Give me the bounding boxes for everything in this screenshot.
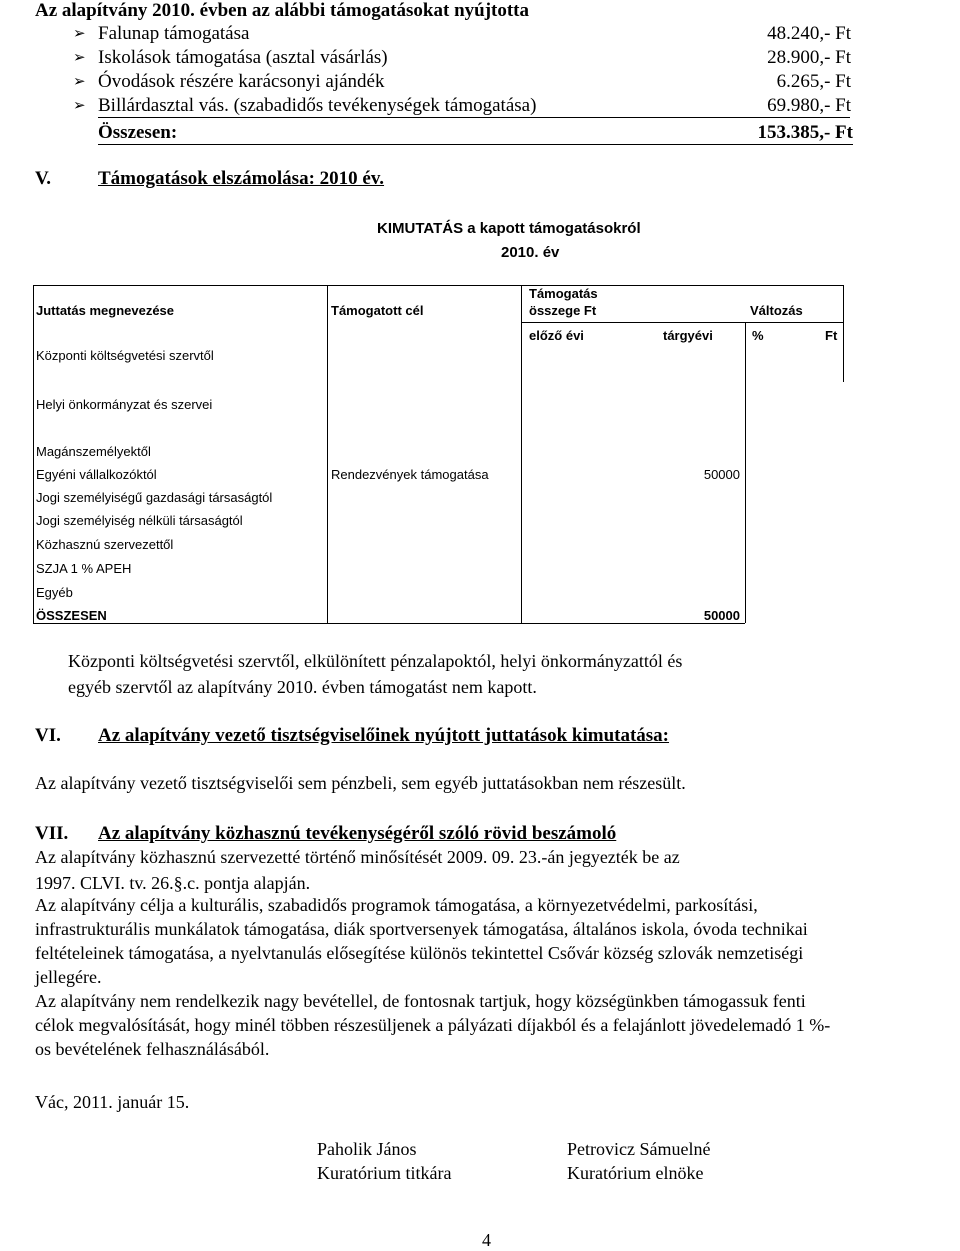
section-6-number: VI.	[35, 725, 61, 746]
table-row-goal: Rendezvények támogatása	[331, 467, 489, 482]
table-row-name: Magánszemélyektől	[36, 444, 151, 459]
section-7-line: jellegére.	[35, 967, 102, 987]
support-item-label: Iskolások támogatása (asztal vásárlás)	[98, 47, 388, 68]
section-7-line: infrastrukturális munkálatok támogatása, diák sportversenyek támogatása, általános iskola, óvoda technikai	[35, 919, 808, 939]
section-7-title: Az alapítvány közhasznú tevékenységéről szóló rövid beszámoló	[98, 823, 617, 844]
support-item-amount: 69.980,- Ft	[767, 95, 851, 116]
support-total-amount: 153.385,- Ft	[757, 122, 853, 143]
section-7-line: Az alapítvány nem rendelkezik nagy bevétellel, de fontosnak tartjuk, hogy községünkben támogassuk fenti	[35, 991, 806, 1011]
header-pct: %	[752, 328, 764, 343]
support-total-underline	[98, 144, 853, 145]
table-row-name: Közhasznú szervezettől	[36, 537, 174, 552]
header-amount-line1: Támogatás	[529, 286, 598, 301]
report-year: 2010. év	[501, 244, 560, 261]
support-underline	[98, 117, 850, 118]
signer-left-role: Kuratórium titkára	[317, 1163, 452, 1183]
header-amount-line2: összege Ft	[529, 303, 597, 318]
support-item-amount: 48.240,- Ft	[767, 23, 851, 44]
header-current: tárgyévi	[663, 328, 713, 343]
bullet-arrow-icon: ➢	[73, 96, 86, 114]
header-ft: Ft	[825, 328, 838, 343]
support-item-label: Billárdasztal vás. (szabadidős tevékenységek támogatása)	[98, 95, 537, 116]
report-title: KIMUTATÁS a kapott támogatásokról	[377, 220, 641, 237]
bullet-arrow-icon: ➢	[73, 48, 86, 66]
bullet-arrow-icon: ➢	[73, 24, 86, 42]
support-item-label: Falunap támogatása	[98, 23, 250, 44]
section-7-line: Az alapítvány célja a kulturális, szabadidős programok támogatása, a környezetvédelmi, parkosítási,	[35, 895, 758, 915]
section-5-title: Támogatások elszámolása: 2010 év.	[98, 168, 385, 189]
note-line-2: egyéb szervtől az alapítvány 2010. évben támogatást nem kapott.	[68, 677, 537, 697]
bullet-arrow-icon: ➢	[73, 72, 86, 90]
section-5-number: V.	[35, 168, 52, 189]
signer-right-role: Kuratórium elnöke	[567, 1163, 704, 1183]
header-prev: előző évi	[529, 328, 584, 343]
support-total-label: Összesen:	[98, 122, 178, 143]
table-row-name: Jogi személyiségű gazdasági társaságtól	[36, 490, 273, 505]
table-row-name: Egyéb	[36, 585, 73, 600]
section-7-line: 1997. CLVI. tv. 26.§.c. pontja alapján.	[35, 873, 311, 893]
note-line-1: Központi költségvetési szervtől, elkülönített pénzalapoktól, helyi önkormányzattól és	[68, 651, 683, 671]
table-row-amount: 50000	[703, 467, 740, 482]
section-6-text: Az alapítvány vezető tisztségviselői sem pénzbeli, sem egyéb juttatásokban nem részesült.	[35, 773, 686, 793]
support-item-amount: 6.265,- Ft	[776, 71, 851, 92]
place-date: Vác, 2011. január 15.	[35, 1092, 190, 1112]
signer-left-name: Paholik János	[317, 1139, 417, 1159]
section-7-line: os bevételének felhasználásából.	[35, 1039, 270, 1059]
header-name: Juttatás megnevezése	[36, 303, 175, 318]
section-7-line: Az alapítvány közhasznú szervezetté történő minősítését 2009. 09. 23.-án jegyezték be az	[35, 847, 680, 867]
table-row-name: Helyi önkormányzat és szervei	[36, 397, 213, 412]
support-item-label: Óvodások részére karácsonyi ajándék	[98, 71, 385, 92]
table-row-name: Jogi személyiség nélküli társaságtól	[36, 513, 243, 528]
table-total-amount: 50000	[703, 608, 740, 623]
table-row-name: SZJA 1 % APEH	[36, 561, 132, 576]
support-title: Az alapítvány 2010. évben az alábbi támogatásokat nyújtotta	[35, 0, 530, 21]
section-7-line: feltételeinek támogatása, a nyelvtanulás elősegítése különös tekintettel Csővár község szlovák nemzetiségi	[35, 943, 804, 963]
signer-right-name: Petrovicz Sámuelné	[567, 1139, 711, 1159]
section-6-title: Az alapítvány vezető tisztségviselőinek nyújtott juttatások kimutatása:	[98, 725, 670, 746]
section-7-line: célok megvalósítását, hogy minél többen részesüljenek a pályázati díjakból és a felajánlott jövedelemadó 1 %-	[35, 1015, 831, 1035]
header-goal: Támogatott cél	[331, 303, 424, 318]
table-row-name: Egyéni vállalkozóktól	[36, 467, 157, 482]
table-total-label: ÖSSZESEN	[36, 608, 107, 623]
support-item-amount: 28.900,- Ft	[767, 47, 851, 68]
section-7-number: VII.	[35, 823, 69, 844]
header-change: Változás	[750, 303, 803, 318]
page-number: 4	[482, 1230, 491, 1250]
table-row-name: Központi költségvetési szervtől	[36, 348, 214, 363]
